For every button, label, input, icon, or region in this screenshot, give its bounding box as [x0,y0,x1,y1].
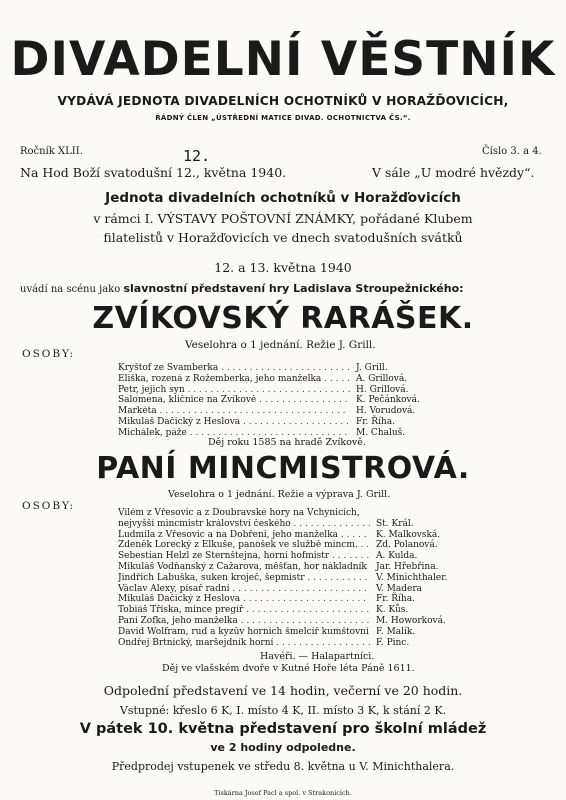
cast-actor: V. Minichthaler. [370,573,466,584]
cast-row [118,584,466,595]
cast-row [118,519,466,530]
cast-role: nejvyšší mincmistr království českého . . . [118,519,370,530]
schedule-times: Odpolední představení ve 14 hodin, večerní ve 20 hodin. [103,683,463,698]
cast-role: Zdeněk Lorecký z Elkuše, panošek ve službě mincm. . . . [118,540,370,551]
play1-osoby-label: OSOBY: [22,348,76,360]
cast-actor: A. Grillová. [350,374,446,385]
cast-row [118,638,466,649]
cast-row [118,627,466,638]
cast-actor: St. Král. [370,519,466,530]
intro-presents [20,282,464,295]
cast-row [118,385,446,396]
play2-setting: Děj ve vlašském dvoře v Kutné Hoře léta Páně 1611. [162,663,415,674]
volume: Ročník XLII. [20,146,83,157]
cast-row [118,605,466,616]
cast-role: Eliška, rozená z Rožemberka, jeho manželka . . . [118,374,350,385]
cast-role: David Wolfram, rud a kyzův horních šmelcíř kumštovní . . . [118,627,370,638]
member-line: ŘÁDNÝ ČLEN „ÚSTŘEDNÍ MATICE DIVAD. OCHOTNICTVA ČS.“. [155,114,411,122]
cast-actor: Fr. Říha. [370,594,466,605]
play1-subtitle: Veselohra o 1 jednání. Režie J. Grill. [185,339,376,351]
cast-role: Mikuláš Vodňanský z Čažarova, měšťan, hor nákladník . . . [118,562,370,573]
play2-extras: Havéři. — Halapartníci. [260,651,375,662]
handwritten-number: 12. [183,147,211,165]
cast-role: Václav Alexy, písař radní . . . [118,584,370,595]
printer: Tiskárna Josef Pacl a spol. v Strakonicích. [214,789,352,797]
cast-role: Salomena, klíčnice na Zvíkově . . . [118,395,350,406]
cast-role: Vilém z Vřesovic a z Doubravské hory na Vchynicích, [118,508,360,518]
issue: Číslo 3. a 4. [482,146,542,157]
cast-row [118,530,466,541]
play2-subtitle: Veselohra o 1 jednání. Režie a výprava J. Grill. [168,489,391,500]
cast-row [118,363,446,374]
schedule-prices: Vstupné: křeslo 6 K, I. místo 4 K, II. místo 3 K, k stání 2 K. [119,704,447,717]
play2-osoby-label: OSOBY: [22,500,76,512]
school-line: V pátek 10. května představení pro školní mládež [79,721,487,737]
cast-actor: K. Malkovská. [370,530,466,541]
cast-actor: H. Grillová. [350,385,446,396]
cast-actor: M. Chaluš. [350,428,446,439]
cast-actor: A. Kulda. [370,551,466,562]
cast-role: Ondřej Brtnický, maršejdník horní . . . [118,638,370,649]
cast-actor: H. Vorudová. [350,406,446,417]
cast-actor: J. Grill. [350,363,446,374]
cast-actor: F. Pinc. [370,638,466,649]
cast-actor: K. Pečánková. [350,395,446,406]
cast-row [118,374,446,385]
intro-line-2: v rámci I. VÝSTAVY POŠTOVNÍ ZNÁMKY, pořádané Klubem [93,211,473,226]
cast-row [118,406,446,417]
play2-cast [118,508,466,648]
masthead: DIVADELNÍ VĚSTNÍK [10,32,556,87]
play2-title: PANÍ MINCMISTROVÁ. [96,451,470,486]
intro-dates: 12. a 13. května 1940 [214,260,352,275]
cast-role: Petr, jejich syn . . . [118,385,350,396]
play1-title: ZVÍKOVSKÝ RARÁŠEK. [92,301,474,336]
cast-row [118,508,466,519]
cast-role: Jindřich Labuška, suken kroječ, šepmistr . . . [118,573,370,584]
play1-setting: Děj roku 1585 na hradě Zvíkově. [208,437,366,448]
publisher-line: VYDÁVÁ JEDNOTA DIVADELNÍCH OCHOTNÍKŮ V HORAŽĎOVICÍCH, [57,94,509,108]
presale: Předprodej vstupenek ve středu 8. května u V. Minichthalera. [111,760,455,773]
cast-actor: Zd. Polanová. [370,540,466,551]
cast-row [118,551,466,562]
cast-row [118,540,466,551]
cast-actor: Fr. Říha. [350,417,446,428]
cast-row [118,417,446,428]
cast-role: Mikuláš Dačický z Heslova . . . [118,594,370,605]
cast-role: Mikuláš Dačický z Heslova . . . [118,417,350,428]
cast-actor [370,508,466,519]
cast-role: Markéta . . . [118,406,350,417]
cast-row [118,562,466,573]
intro-org: Jednota divadelních ochotníků v Horažďovicích [105,190,461,206]
cast-role: Šebestian Helzl ze Sternštejna, horní hofmistr . . . [118,551,370,562]
intro-line-3: filatelistů v Horažďovicích ve dnech svatodušních svátků [103,230,463,245]
cast-actor: M. Howorková. [370,616,466,627]
cast-role: Paní Žofka, jeho manželka . . . [118,616,370,627]
cast-role: Tobiáš Tříska, mince pregíř . . . [118,605,370,616]
school-time: ve 2 hodiny odpoledne. [210,741,356,754]
cast-role: Ludmila z Vřesovic a na Dobřeni, jeho manželka . . . [118,530,370,541]
cast-row [118,594,466,605]
presents-plain: uvádí na scénu jako [20,284,121,295]
cast-row [118,573,466,584]
cast-actor: K. Kůs. [370,605,466,616]
cast-row [118,616,466,627]
cast-actor: F. Malík. [370,627,466,638]
cast-row [118,395,446,406]
cast-role: Kryštof ze Švamberka . . . [118,363,350,374]
play1-cast [118,363,446,439]
cast-role: Michálek, páže . . . [118,428,350,439]
cast-actor: Jar. Hřebřina. [370,562,466,573]
venue: V sále „U modré hvězdy“. [372,165,535,180]
presents-bold: slavnostní představení hry Ladislava Stroupežnického: [123,282,464,295]
cast-actor: V. Madera [370,584,466,595]
date-line: Na Hod Boží svatodušní 12., května 1940. [20,165,287,180]
